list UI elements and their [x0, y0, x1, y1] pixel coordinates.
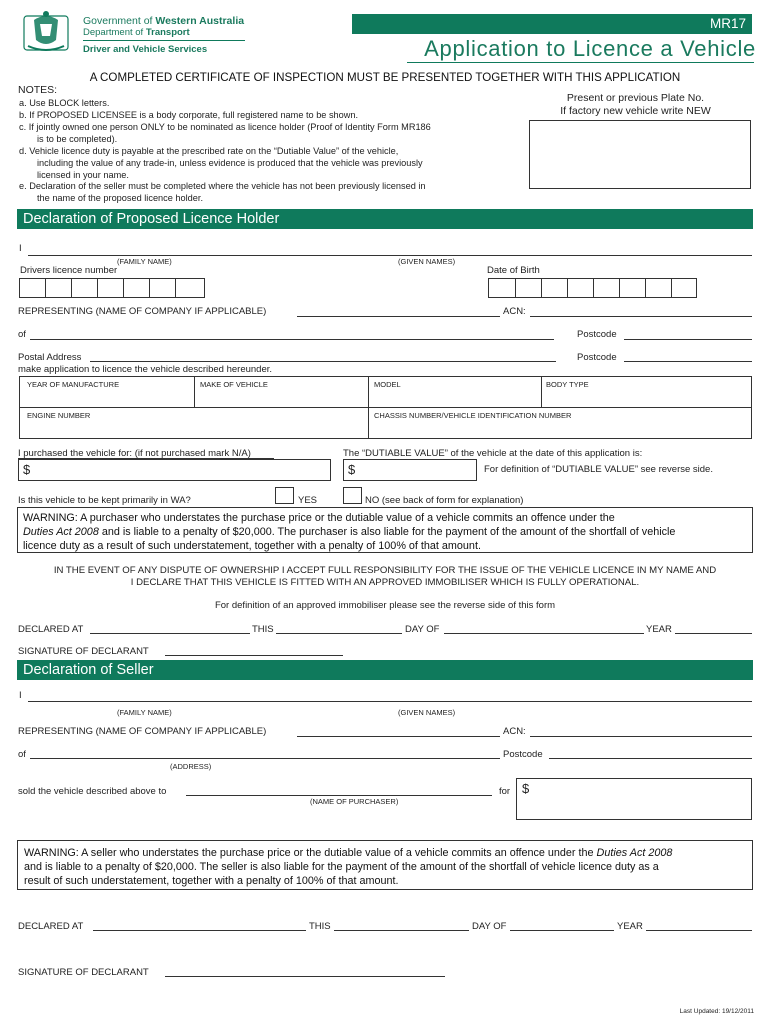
holder-day-of-label: DAY OF — [405, 624, 440, 635]
holder-this-field[interactable] — [276, 633, 402, 634]
yes-label: YES — [298, 495, 318, 506]
seller-year-field[interactable] — [646, 930, 752, 931]
responsibility-statement — [0, 565, 770, 589]
seller-for-label: for — [499, 786, 511, 797]
dutiable-definition-text: For definition of “DUTIABLE VALUE” see reverse side. — [484, 464, 713, 475]
division-name: Driver and Vehicle Services — [83, 44, 208, 55]
holder-declared-at-field[interactable] — [90, 633, 250, 634]
note-d-cont2: licensed in your name. — [37, 170, 129, 180]
seller-i-label: I — [19, 690, 22, 701]
seller-family-name-label: (FAMILY NAME) — [117, 708, 172, 717]
responsibility-line2: I DECLARE THAT THIS VEHICLE IS FITTED WITH AN APPROVED IMMOBILISER WHICH IS FULLY OPERATIONAL. — [130, 577, 640, 588]
dutiable-value-field[interactable] — [343, 459, 477, 481]
holder-i-label: I — [19, 243, 22, 254]
holder-representing-label: REPRESENTING (NAME OF COMPANY IF APPLICABLE) — [18, 306, 267, 317]
dept-name: Transport — [145, 27, 190, 38]
plate-instructions — [523, 92, 748, 118]
note-e-cont: the name of the proposed licence holder. — [37, 193, 203, 203]
immobiliser-definition: For definition of an approved immobiliser please see the reverse side of this form — [214, 600, 556, 611]
holder-address-field[interactable] — [30, 339, 554, 340]
seller-signature-label: SIGNATURE OF DECLARANT — [18, 967, 149, 978]
holder-given-names-label: (GIVEN NAMES) — [398, 257, 456, 266]
holder-name-field[interactable] — [28, 255, 752, 256]
sold-to-label: sold the vehicle described above to — [18, 786, 167, 797]
dutiable-dollar-sign: $ — [348, 462, 356, 477]
plate-number-field[interactable] — [529, 120, 751, 189]
holder-warning-line3: licence duty as a result of such understatement, together with a penalty of 100% of that amount. — [23, 540, 481, 552]
seller-address-field[interactable] — [30, 758, 500, 759]
seller-of-label: of — [18, 749, 26, 760]
purchased-for-label: I purchased the vehicle for: (if not purchased mark N/A) — [18, 448, 251, 459]
model-field[interactable] — [370, 390, 540, 405]
postal-address-label: Postal Address — [18, 352, 82, 363]
title-underline — [407, 62, 754, 63]
seller-day-of-field[interactable] — [510, 930, 614, 931]
body-type-label: BODY TYPE — [546, 380, 589, 389]
purchase-dollar-sign: $ — [23, 462, 31, 477]
seller-postcode-label: Postcode — [503, 749, 543, 760]
gov-state: Western Australia — [155, 15, 245, 27]
seller-acn-label: ACN: — [503, 726, 526, 737]
seller-name-field[interactable] — [28, 701, 752, 702]
dob-label: Date of Birth — [487, 265, 540, 276]
holder-of-label: of — [18, 329, 26, 340]
seller-warning-box — [17, 840, 753, 890]
holder-section-banner: Declaration of Proposed Licence Holder — [17, 209, 753, 229]
holder-warning-box — [17, 507, 753, 553]
seller-address-caption: (ADDRESS) — [170, 762, 212, 771]
make-application-text: make application to licence the vehicle described hereunder. — [18, 364, 273, 375]
note-e: e. Declaration of the seller must be completed where the vehicle has not been previously licensed in — [19, 181, 426, 191]
kept-in-wa-no-checkbox[interactable] — [343, 487, 362, 504]
seller-this-field[interactable] — [334, 930, 469, 931]
holder-signature-field[interactable] — [165, 655, 343, 656]
sale-dollar-sign: $ — [522, 781, 530, 796]
form-code: MR17 — [709, 16, 746, 31]
holder-this-label: THIS — [252, 624, 274, 635]
holder-declared-at-label: DECLARED AT — [18, 624, 84, 635]
seller-company-field[interactable] — [297, 736, 500, 737]
seller-signature-field[interactable] — [165, 976, 445, 977]
postal-postcode-field[interactable] — [624, 361, 752, 362]
seller-warning-line3: result of such understatement, together with a penalty of 100% of that amount. — [24, 875, 399, 887]
body-type-field[interactable] — [543, 390, 748, 405]
seller-acn-field[interactable] — [530, 736, 752, 737]
last-updated: Last Updated: 19/12/2011 — [679, 1008, 754, 1015]
seller-representing-label: REPRESENTING (NAME OF COMPANY IF APPLICABLE) — [18, 726, 267, 737]
holder-warning-line1: WARNING: A purchaser who understates the purchase price or the dutiable value of a vehicle commits an offence under the — [23, 512, 615, 524]
name-of-purchaser-caption: (NAME OF PURCHASER) — [310, 797, 399, 806]
engine-number-label: ENGINE NUMBER — [27, 411, 91, 420]
purchaser-name-field[interactable] — [186, 795, 492, 796]
note-d: d. Vehicle licence duty is payable at the prescribed rate on the “Dutiable Value” of the vehicle, — [19, 146, 399, 156]
holder-company-field[interactable] — [297, 316, 500, 317]
holder-postcode-label: Postcode — [577, 329, 617, 340]
gov-prefix: Government of — [83, 15, 156, 27]
engine-number-field[interactable] — [21, 421, 361, 436]
seller-given-names-label: (GIVEN NAMES) — [398, 708, 456, 717]
note-c-cont: is to be completed). — [37, 134, 118, 144]
holder-acn-label: ACN: — [503, 306, 526, 317]
seller-section-banner: Declaration of Seller — [17, 660, 753, 680]
wa-crest-logo — [20, 8, 72, 58]
seller-declared-at-label: DECLARED AT — [18, 921, 84, 932]
plate-label: Present or previous Plate No. — [566, 92, 705, 104]
responsibility-line1: IN THE EVENT OF ANY DISPUTE OF OWNERSHIP I ACCEPT FULL RESPONSIBILITY FOR THE ISSUE OF THE VEHICLE LICENCE IN MY NAME AND — [53, 565, 717, 576]
year-of-manufacture-label: YEAR OF MANUFACTURE — [27, 380, 120, 389]
chassis-number-field[interactable] — [370, 421, 748, 436]
seller-warning-line1 — [24, 846, 746, 860]
purchase-price-field[interactable] — [18, 459, 331, 481]
seller-warning-line1-text: WARNING: A seller who understates the purchase price or the dutiable value of a vehicle commits an offence under the — [24, 847, 597, 859]
make-of-vehicle-field[interactable] — [196, 390, 366, 405]
holder-warning-line2 — [23, 525, 747, 539]
seller-year-label: YEAR — [617, 921, 643, 932]
dept-prefix: Department of — [83, 27, 146, 38]
seller-warning-act: Duties Act 2008 — [596, 847, 673, 859]
dob-boxes[interactable] — [488, 278, 697, 298]
holder-warning-act: Duties Act 2008 — [23, 526, 99, 538]
chassis-number-label: CHASSIS NUMBER/VEHICLE IDENTIFICATION NUMBER — [374, 411, 572, 420]
holder-warning-line2-text: and is liable to a penalty of $20,000. The purchaser is also liable for the payment of the amount of the shortfall of vehicle — [98, 526, 676, 538]
plate-new-label: If factory new vehicle write NEW — [560, 105, 711, 117]
note-c: c. If jointly owned one person ONLY to be nominated as licence holder (Proof of Identity Form MR186 — [19, 122, 431, 132]
kept-in-wa-yes-checkbox[interactable] — [275, 487, 294, 504]
kept-in-wa-label: Is this vehicle to be kept primarily in WA? — [18, 495, 191, 506]
note-d-cont1: including the value of any trade-in, unless evidence is produced that the vehicle was previously — [37, 158, 423, 168]
form-code-bar — [352, 14, 752, 34]
cert-notice: A COMPLETED CERTIFICATE OF INSPECTION MUST BE PRESENTED TOGETHER WITH THIS APPLICATION — [89, 71, 681, 84]
holder-acn-field[interactable] — [530, 316, 752, 317]
seller-this-label: THIS — [309, 921, 331, 932]
drivers-licence-boxes[interactable] — [19, 278, 205, 298]
holder-family-name-label: (FAMILY NAME) — [117, 257, 172, 266]
header-divider — [83, 40, 245, 41]
seller-postcode-field[interactable] — [549, 758, 752, 759]
holder-day-of-field[interactable] — [444, 633, 644, 634]
sale-price-field[interactable] — [516, 778, 752, 820]
holder-signature-label: SIGNATURE OF DECLARANT — [18, 646, 149, 657]
year-of-manufacture-field[interactable] — [21, 390, 191, 405]
dept-line — [83, 27, 190, 38]
model-label: MODEL — [374, 380, 401, 389]
make-of-vehicle-label: MAKE OF VEHICLE — [200, 380, 268, 389]
postal-postcode-label: Postcode — [577, 352, 617, 363]
seller-warning-line2: and is liable to a penalty of $20,000. The seller is also liable for the payment of the amount of the shortfall of vehicle licence duty as a — [24, 861, 659, 873]
no-label: NO (see back of form for explanation) — [365, 495, 524, 506]
dutiable-value-label: The “DUTIABLE VALUE” of the vehicle at the date of this application is: — [343, 448, 643, 459]
note-b: b. If PROPOSED LICENSEE is a body corporate, full registered name to be shown. — [19, 110, 359, 120]
seller-declared-at-field[interactable] — [93, 930, 306, 931]
seller-day-of-label: DAY OF — [472, 921, 507, 932]
drivers-licence-label: Drivers licence number — [20, 265, 118, 276]
page-title: Application to Licence a Vehicle — [424, 36, 756, 61]
holder-year-field[interactable] — [675, 633, 752, 634]
notes-heading: NOTES: — [18, 84, 58, 96]
holder-postcode-field[interactable] — [624, 339, 752, 340]
postal-address-field[interactable] — [90, 361, 556, 362]
holder-year-label: YEAR — [646, 624, 672, 635]
gov-line — [83, 15, 244, 27]
note-a: a. Use BLOCK letters. — [19, 98, 110, 108]
